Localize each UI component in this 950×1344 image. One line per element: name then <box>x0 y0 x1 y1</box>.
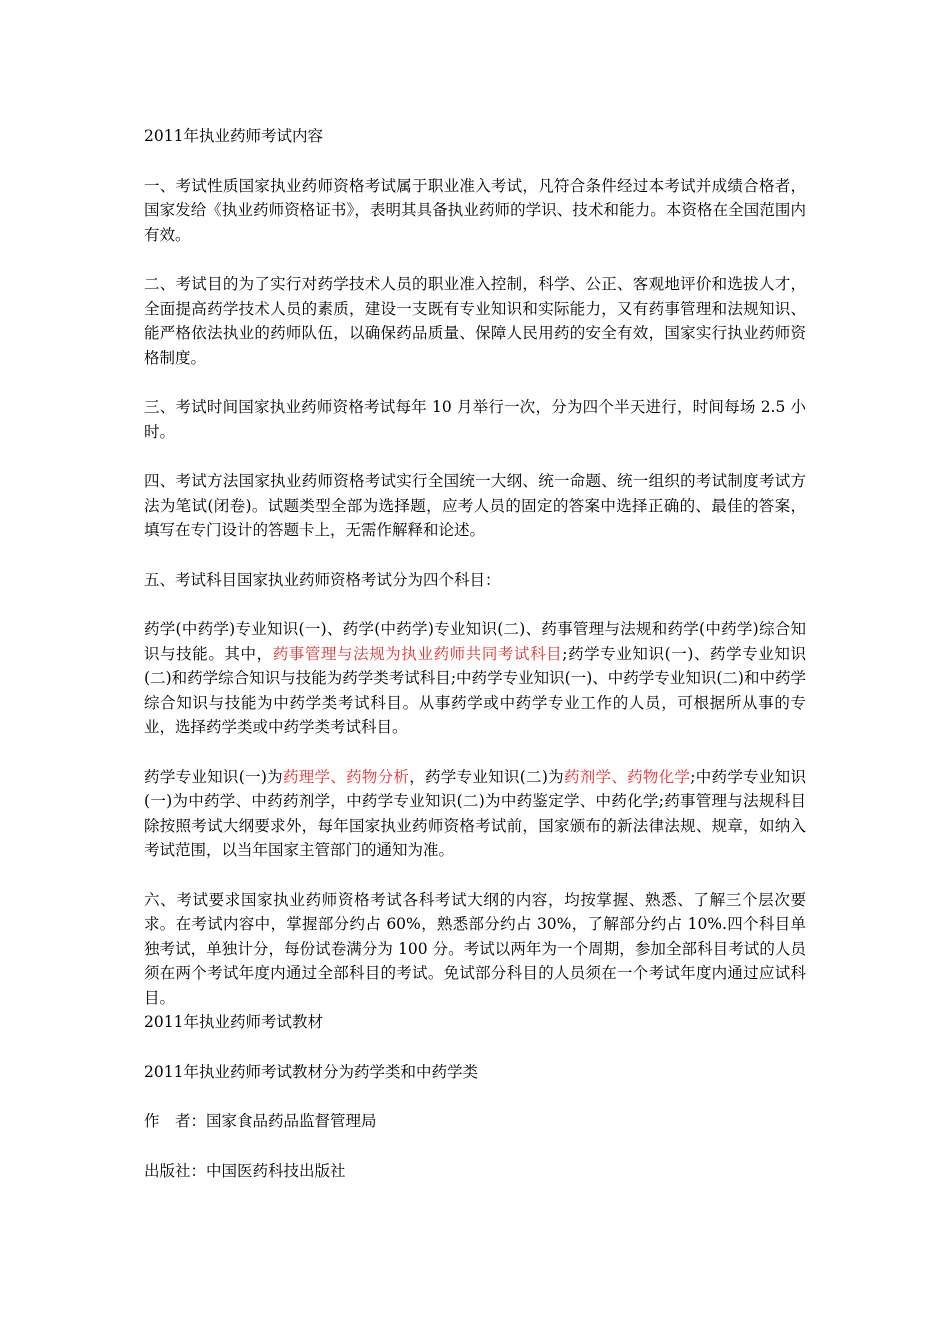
text-segment: ;中药学专业知识(一)为中药学、中药药剂学，中药学专业知识(二)为中药鉴定学、中药化学;药事管理与法规科目除按照考试大纲要求外，每年国家执业药师资格考试前，国家颁布的新法律法规、规章，如纳入考试范围，以当年国家主管部门的通知为准。 <box>144 767 806 859</box>
paragraph-subject-list <box>144 617 806 740</box>
paragraph-publisher: 出版社：中国医药科技出版社 <box>144 1161 346 1180</box>
text-segment: 药学(中药学)专业知识(一)、药学(中药学)专业知识(二)、药事管理与法规和药学(中药学)综合知识与技能。其中， <box>144 620 806 663</box>
paragraph-author: 作 者：国家食品药品监督管理局 <box>144 1112 377 1130</box>
text-segment: ，药学专业知识(二)为 <box>409 767 564 786</box>
paragraph-textbook-categories: 2011年执业药师考试教材分为药学类和中药学类 <box>144 1062 478 1081</box>
paragraph-exam-purpose: 二、考试目的为了实行对药学技术人员的职业准入控制，科学、公正、客观地评价和选拔人才，全面提高药学技术人员的素质，建设一支既有专业知识和实际能力，又有药事管理和法规知识、能严格依法执业的药师队伍，以确保药品质量、保障人民用药的安全有效，国家实行执业药师资格制度。 <box>144 275 806 367</box>
paragraph-exam-requirements: 六、考试要求国家执业药师资格考试各科考试大纲的内容，均按掌握、熟悉、了解三个层次要求。在考试内容中，掌握部分约占 60%，熟悉部分约占 30%，了解部分约占 10%.四个科目单独考试，单独计分，每份试卷满分为 100 分。考试以两年为一个周期，参加全部科目考试的人员须在两个考试年度内通过全部科目的考试。免试部分科目的人员须在一个考试年度内通过应试科目。 <box>144 890 806 1007</box>
paragraph-exam-nature: 一、考试性质国家执业药师资格考试属于职业准入考试，凡符合条件经过本考试并成绩合格者，国家发给《执业药师资格证书》，表明其具备执业药师的学识、技术和能力。本资格在全国范围内有效。 <box>144 176 806 244</box>
highlighted-text: 药事管理与法规为执业药师共同考试科目 <box>272 644 563 663</box>
highlighted-text: 药剂学、药物化学 <box>563 767 691 786</box>
paragraph-exam-method: 四、考试方法国家执业药师资格考试实行全国统一大纲、统一命题、统一组织的考试制度考试方法为笔试(闭卷)。试题类型全部为选择题，应考人员的固定的答案中选择正确的、最佳的答案，填写在专门设计的答题卡上，无需作解释和论述。 <box>144 472 806 539</box>
highlighted-text: 药理学、药物分析 <box>282 767 410 786</box>
section-heading-textbooks: 2011年执业药师考试教材 <box>144 1013 323 1031</box>
document-title: 2011年执业药师考试内容 <box>144 127 323 145</box>
paragraph-subject-contents <box>144 765 806 863</box>
text-segment: 药学专业知识(一)为 <box>144 767 283 786</box>
text-segment: ;药学专业知识(一)、药学专业知识(二)和药学综合知识与技能为药学类考试科目;中药学专业知识(一)、中药学专业知识(二)和中药学综合知识与技能为中药学类考试科目。从事药学或中药学专业工作的人员，可根据所从事的专业，选择药学类或中药学类考试科目。 <box>144 644 806 736</box>
document-body <box>144 124 806 1208</box>
paragraph-exam-subjects: 五、考试科目国家执业药师资格考试分为四个科目： <box>144 570 501 589</box>
paragraph-exam-time: 三、考试时间国家执业药师资格考试每年 10 月举行一次，分为四个半天进行，时间每场 2.5 小时。 <box>144 398 806 441</box>
